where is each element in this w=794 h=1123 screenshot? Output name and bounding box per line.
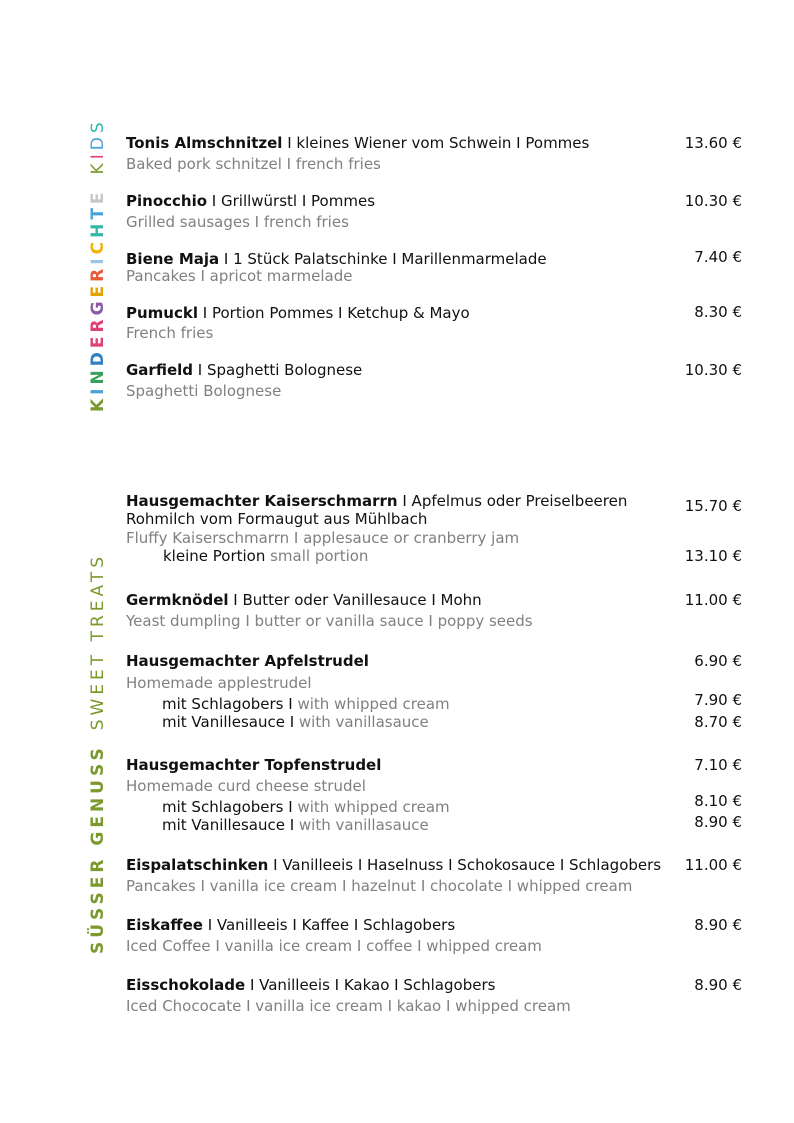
menu-item-de-line2: Rohmilch vom Formaugut aus Mühlbach: [126, 510, 428, 528]
menu-item-de: Eisschokolade I Vanilleeis I Kakao I Schlagobers: [126, 976, 496, 994]
sub-item: kleine Portion small portion: [163, 547, 369, 565]
price: 11.00 €: [684, 856, 742, 874]
kids-label-letter: T: [88, 204, 108, 220]
dish-name: Tonis Almschnitzel: [126, 134, 283, 152]
menu-item-en: Homemade applestrudel: [126, 674, 312, 692]
kids-label-letter: K: [88, 159, 108, 175]
kids-label-letter: D: [88, 348, 108, 367]
price: 8.90 €: [694, 813, 742, 831]
kids-label-letter: E: [88, 332, 108, 349]
kids-label-letter: I: [88, 384, 108, 395]
dish-name: Germknödel: [126, 591, 229, 609]
dish-name: Pumuckl: [126, 304, 198, 322]
kids-label-letter: N: [88, 366, 108, 385]
price: 13.10 €: [684, 547, 742, 565]
price: 13.60 €: [684, 134, 742, 152]
menu-item-en: French fries: [126, 324, 214, 342]
menu-item-en: Yeast dumpling I butter or vanilla sauce I poppy seeds: [126, 612, 533, 630]
sub-item: mit Schlagobers I with whipped cream: [162, 695, 450, 713]
dish-name: Eiskaffee: [126, 916, 203, 934]
dish-name: Hausgemachter Kaiserschmarrn: [126, 492, 398, 510]
menu-item-en: Pancakes I apricot marmelade: [126, 267, 353, 285]
menu-item-de: Pinocchio I Grillwürstl I Pommes: [126, 192, 376, 210]
menu-item-en: Iced Coffee I vanilla ice cream I coffee I whipped cream: [126, 937, 542, 955]
menu-item-de: Hausgemachter Kaiserschmarrn I Apfelmus oder Preiselbeeren: [126, 492, 628, 510]
kids-label-letter: S: [88, 118, 108, 134]
menu-item-de: Garfield I Spaghetti Bolognese: [126, 361, 363, 379]
price: 8.90 €: [694, 916, 742, 934]
menu-item-en: Homemade curd cheese strudel: [126, 777, 366, 795]
price: 8.30 €: [694, 303, 742, 321]
menu-item-en: Spaghetti Bolognese: [126, 382, 282, 400]
dish-name: Hausgemachter Apfelstrudel: [126, 652, 369, 670]
kids-label-letter: R: [88, 264, 108, 282]
menu-item-en: Pancakes I vanilla ice cream I hazelnut I chocolate I whipped cream: [126, 877, 633, 895]
price: 8.90 €: [694, 976, 742, 994]
sub-item: mit Vanillesauce I with vanillasauce: [162, 816, 429, 834]
price: 7.10 €: [694, 756, 742, 774]
menu-item-de: Biene Maja I 1 Stück Palatschinke I Marillenmarmelade: [126, 250, 547, 268]
dish-name: Biene Maja: [126, 250, 220, 268]
price: 8.10 €: [694, 792, 742, 810]
price: 7.90 €: [694, 691, 742, 709]
menu-item-de: [126, 651, 369, 671]
menu-item-en: Baked pork schnitzel I french fries: [126, 155, 381, 173]
kids-section-label: [88, 118, 108, 412]
sweets-label-en: SWEET TREATS: [88, 552, 108, 731]
sub-item: mit Vanillesauce I with vanillasauce: [162, 713, 429, 731]
sub-item: mit Schlagobers I with whipped cream: [162, 798, 450, 816]
menu-item-en: Iced Chococate I vanilla ice cream I kakao I whipped cream: [126, 997, 571, 1015]
menu-item-de: Eispalatschinken I Vanilleeis I Haselnuss I Schokosauce I Schlagobers: [126, 856, 662, 874]
menu-item-en: Grilled sausages I french fries: [126, 213, 349, 231]
menu-item-de: Pumuckl I Portion Pommes I Ketchup & Mayo: [126, 304, 470, 322]
price: 11.00 €: [684, 591, 742, 609]
kids-label-letter: D: [88, 133, 108, 151]
price: 10.30 €: [684, 361, 742, 379]
kids-label-letter: H: [88, 219, 108, 238]
kids-label-letter: I: [88, 150, 108, 160]
price: 6.90 €: [694, 652, 742, 670]
dish-name: Garfield: [126, 361, 194, 379]
sweets-label-de: SÜSSER GENUSS: [88, 744, 108, 954]
price: 8.70 €: [694, 713, 742, 731]
dish-name: Pinocchio: [126, 192, 208, 210]
kids-label-letter: G: [88, 297, 108, 316]
menu-item-de: Germknödel I Butter oder Vanillesauce I Mohn: [126, 591, 482, 609]
menu-item-de: [126, 755, 381, 775]
menu-item-de: Eiskaffee I Vanilleeis I Kaffee I Schlagobers: [126, 916, 456, 934]
dish-name: Eisschokolade: [126, 976, 246, 994]
kids-label-letter: E: [88, 281, 108, 298]
kids-label-letter: R: [88, 315, 108, 333]
kids-label-letter: E: [88, 188, 108, 205]
dish-name: Hausgemachter Topfenstrudel: [126, 756, 382, 774]
dish-name: Eispalatschinken: [126, 856, 269, 874]
menu-item-en: Fluffy Kaiserschmarrn I applesauce or cranberry jam: [126, 529, 520, 547]
sweets-section-label: [88, 553, 108, 954]
price: 15.70 €: [684, 497, 742, 515]
kids-label-letter: I: [88, 254, 108, 265]
menu-item-de: Tonis Almschnitzel I kleines Wiener vom Schwein I Pommes: [126, 134, 590, 152]
kids-label-letter: C: [88, 237, 108, 255]
price: 10.30 €: [684, 192, 742, 210]
price: 7.40 €: [694, 248, 742, 266]
kids-label-letter: K: [88, 394, 108, 412]
